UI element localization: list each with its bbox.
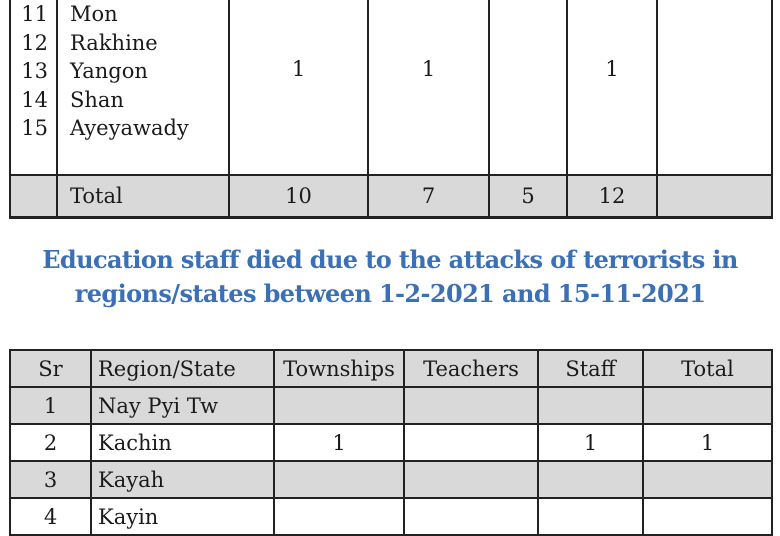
region-column bbox=[57, 0, 229, 175]
total-value: 12 bbox=[567, 175, 657, 218]
col-header-townships: Townships bbox=[274, 350, 404, 387]
region-cell: Mon bbox=[70, 2, 118, 26]
sr-cell: 14 bbox=[21, 87, 48, 112]
yangon-value-cell: 1 bbox=[368, 0, 489, 175]
teachers-cell bbox=[404, 498, 538, 535]
township-summary-table bbox=[9, 0, 773, 219]
sr-cell: 4 bbox=[10, 498, 91, 535]
sr-cell: 13 bbox=[21, 59, 48, 83]
sr-cell: 3 bbox=[10, 461, 91, 498]
sr-cell: 11 bbox=[21, 2, 48, 26]
region-cell: Nay Pyi Tw bbox=[91, 387, 274, 424]
region-cell: Rakhine bbox=[70, 30, 158, 55]
header-row bbox=[10, 350, 772, 387]
total-cell bbox=[643, 387, 772, 424]
region-cell: Kachin bbox=[91, 424, 274, 461]
region-cell: Kayah bbox=[91, 461, 274, 498]
teachers-cell bbox=[404, 424, 538, 461]
staff-cell bbox=[538, 387, 643, 424]
total-sr-cell bbox=[10, 175, 57, 218]
yangon-value-cell bbox=[489, 0, 567, 175]
yangon-value-cell: 1 bbox=[567, 0, 657, 175]
townships-cell: 1 bbox=[274, 424, 404, 461]
table-row bbox=[10, 461, 772, 498]
sr-cell: 2 bbox=[10, 424, 91, 461]
title-line: Education staff died due to the attacks of terrorists in bbox=[42, 245, 738, 274]
region-cell: Yangon bbox=[70, 59, 148, 83]
townships-cell bbox=[274, 461, 404, 498]
teachers-cell bbox=[404, 387, 538, 424]
staff-cell: 1 bbox=[538, 424, 643, 461]
col-header-teachers: Teachers bbox=[404, 350, 538, 387]
total-row bbox=[10, 175, 772, 218]
sr-cell: 1 bbox=[10, 387, 91, 424]
staff-cell bbox=[538, 461, 643, 498]
col-header-region: Region/State bbox=[91, 350, 274, 387]
sr-column bbox=[10, 0, 57, 175]
col-header-total: Total bbox=[643, 350, 772, 387]
yangon-value-cell bbox=[657, 0, 772, 175]
table-row bbox=[10, 424, 772, 461]
staff-cell bbox=[538, 498, 643, 535]
total-cell bbox=[643, 498, 772, 535]
total-value bbox=[657, 175, 772, 218]
townships-cell bbox=[274, 498, 404, 535]
region-cell: Ayeyawady bbox=[70, 116, 189, 140]
total-cell bbox=[643, 461, 772, 498]
title-line: regions/states between 1-2-2021 and 15-11-2021 bbox=[74, 279, 706, 308]
table-row bbox=[10, 0, 772, 175]
total-value: 10 bbox=[229, 175, 368, 218]
col-header-sr: Sr bbox=[10, 350, 91, 387]
sr-cell: 15 bbox=[21, 116, 48, 140]
yangon-value-cell: 1 bbox=[229, 0, 368, 175]
section-title bbox=[0, 243, 780, 311]
total-value: 5 bbox=[489, 175, 567, 218]
total-cell: 1 bbox=[643, 424, 772, 461]
table-row bbox=[10, 498, 772, 535]
education-staff-table bbox=[9, 349, 773, 536]
region-cell: Kayin bbox=[91, 498, 274, 535]
total-label: Total bbox=[57, 175, 229, 218]
table-row bbox=[10, 387, 772, 424]
col-header-staff: Staff bbox=[538, 350, 643, 387]
region-cell: Shan bbox=[70, 87, 124, 112]
townships-cell bbox=[274, 387, 404, 424]
sr-cell: 12 bbox=[21, 30, 48, 55]
teachers-cell bbox=[404, 461, 538, 498]
total-value: 7 bbox=[368, 175, 489, 218]
